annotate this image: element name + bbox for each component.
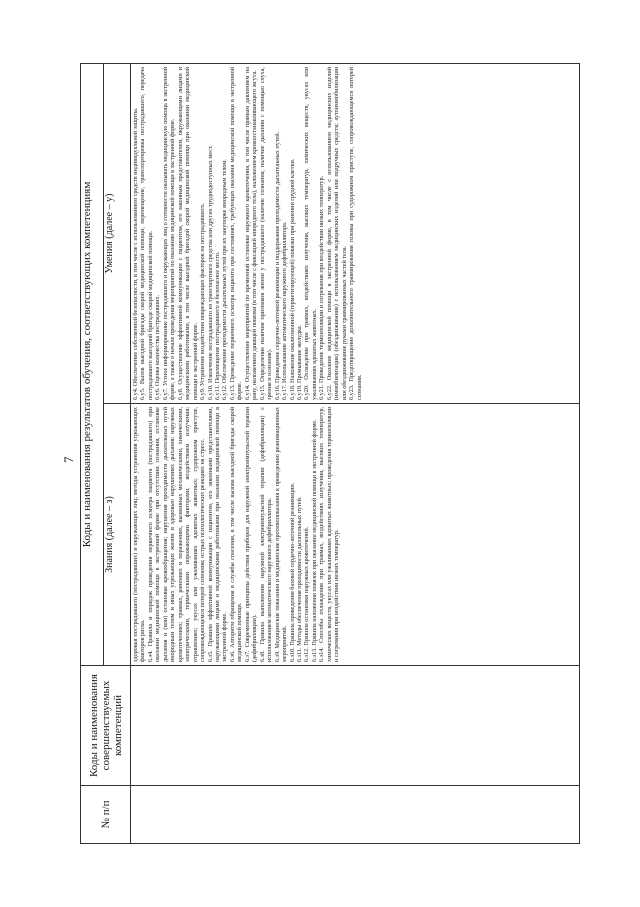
skill-item: 6.у22. Оказание медицинской помощи в экстренной форме, в том числе с использованием медицинских изделий (иммобилизация) (обездвиживание) с использованием медицинских изделий или подручных средств; аутоиммобилизации или обездвиживание руками травмированных частей тела.: [325, 67, 348, 400]
knowledge-item: 6.з10. Правила проведения базовой сердечно-легочной реанимации.: [288, 482, 296, 662]
code-cell: [131, 666, 580, 786]
col-knowledge-header: Знания (далее – з): [104, 404, 131, 666]
col-num-header: № п/п: [81, 786, 131, 844]
group-header: Коды и наименования результатов обучения, соответствующих компетенциям: [81, 64, 104, 666]
skill-item: 6.у16. Проведение сердечно-легочной реанимации и поддержание проходимости дыхательных путей.: [273, 131, 281, 400]
knowledge-item: 6.з8. Правила выполнения наружной электроимпульсной терапии (дефибрилляции) с использованием автоматического наружного дефибриллятора.: [258, 407, 274, 662]
skill-item: 6.у18. Наложение окклюзионной (герметизирующей) повязки при ранении грудной клетки.: [288, 158, 296, 400]
skill-item: 6.у11. Перемещение пострадавшего в безопасное место.: [213, 251, 221, 400]
skill-item: 6.у5. Вызов выездной бригады скорой медицинской помощи, перемещение, транспортировка пострадавшего, передача пострадавшего выездной бригаде скорой медицинской помощи.: [139, 67, 154, 400]
knowledge-item: 6.з13. Правила наложения повязок при оказании медицинской помощи в экстренной форме.: [310, 419, 318, 662]
skill-item: 6.у4. Обеспечение собственной безопасности, в том числе с использованием средств индивидуальной защиты.: [132, 107, 139, 400]
skill-item: 6.у17. Использование автоматического наружного дефибриллятора.: [281, 221, 289, 400]
competency-table: [80, 63, 580, 844]
knowledge-item: 6.з4. Правила и порядок проведения первичного осмотра пациента (пострадавшего) при оказании медицинской помощи в экстренной форме при отсутствии сознания, остановке дыхания и (или) остановке кровообращения; нарушения проходимости дыхательных путей инородным телом и иных угрожающих жизни и здоровью нарушениях дыхания; наружных кровотечениях; травмах, ранениях и поражениях, вызванных механическими, химическими, электрическими, термическими поражающими факторами, воздействием излучения; отравлениях; укусах или ужаливаниях ядовитых животных; судорожном приступе, сопровождающемся потерей сознания; острых психологических реакциях на стресс.: [146, 407, 207, 662]
skill-item: 6.у21. Проведение термоизоляции и согревания при воздействии низких температур.: [318, 175, 326, 400]
col-code-header: Коды и наименования совершенствуемых компетенций: [81, 666, 131, 786]
skill-item: 6.у6. Оценка количества пострадавших.: [154, 294, 162, 400]
knowledge-cell: [131, 404, 580, 666]
knowledge-item: 6.з9. Медицинские показания и медицинские противопоказания к проведению реанимационных мероприятий.: [273, 407, 289, 662]
knowledge-item: 6.з6. Алгоритм обращения в службы спасения, в том числе вызова выездной бригады скорой медицинской помощи.: [228, 407, 244, 662]
skill-item: 6.у13. Проведение первичного осмотра пациента при состояниях, требующих оказания медицинской помощи в экстренной форме.: [228, 67, 244, 400]
skill-item: 6.у15. Определение наличия признаков жизни у пострадавшего (наличие сознания, наличие дыхания с помощью слуха, зрения и осязания).: [258, 67, 274, 400]
header-row-top: [81, 64, 104, 844]
num-cell: [131, 786, 580, 844]
skill-item: 6.у14. Осуществление мероприятий по временной остановке наружного кровотечения, в том числе прямым давлением на рану, наложением давящей повязки (в том числе с фиксацией инородного тела), наложением кровоостанавливающего жгута.: [243, 67, 259, 400]
skill-item: 6.у10. Извлечение пострадавшего из транспортного средства или других труднодоступных мест.: [206, 145, 214, 400]
page-number: 7: [61, 456, 76, 463]
skills-cell: [131, 64, 580, 404]
skill-item: 6.у7. Устное информирование пострадавшего и окружающих лиц о готовности оказывать медицинскую помощь в экстренной форме, а также о начале проведения мероприятий по оказанию медицинской помощи в экстренной форме.: [161, 67, 177, 400]
knowledge-item: 6.з7. Современные принципы действия приборов для наружной электроимпульсной терапии (дефибрилляции).: [243, 407, 259, 662]
knowledge-item: 6.з11. Методы обеспечения проходимости дыхательных путей.: [295, 496, 303, 662]
table-row: [131, 64, 580, 844]
skill-item: 6.у20. Охлаждение при травмах, воздействиях излучения, высоких температур, химических веществ, укусах или ужаливаниях ядовитых животных.: [303, 67, 318, 400]
knowledge-item: 6.з12. Правила остановки наружных кровотечений.: [303, 526, 311, 662]
skill-item: 6.у23. Предотвращение дополнительного травмирования головы при судорожном приступе, сопровождающемся потерей сознания.: [348, 67, 363, 400]
knowledge-item: 6.з5. Правила эффективной коммуникации с пациентом, его законными представителями, окружающими лицами и медицинскими работниками при оказании медицинской помощи в экстренной форме.: [206, 407, 229, 662]
col-skills-header: Умения (далее – у): [104, 64, 131, 404]
knowledge-item: 6.з14. Способы охлаждения при травмах, воздействиях излучения, высоких температур, химических веществ, укусах или ужаливаниях ядовитых животных; проведения термоизоляции и согревания при воздействии низких температур.: [318, 407, 341, 662]
skill-item: 6.у9. Устранение воздействия повреждающих факторов на пострадавшего.: [199, 202, 207, 400]
knowledge-item: здоровья пострадавшего (пострадавших) и окружающих лиц; методы устранения угрожающих факторов риска.: [132, 407, 147, 662]
skill-item: 6.у19. Промывание желудка.: [295, 324, 303, 400]
skill-item: 6.у12. Обеспечение проходимости дыхательных путей при их закупорке инородным телом.: [221, 159, 229, 400]
skill-item: 6.у8. Осуществление эффективной коммуникации с пациентом, его законным представителем, окружающими лицами и медицинскими работниками, в том числе выездной бригадой скорой медицинской помощи при оказании медицинской помощи в экстренной форме.: [176, 67, 199, 400]
rotated-landscape-content: [50, 46, 592, 858]
